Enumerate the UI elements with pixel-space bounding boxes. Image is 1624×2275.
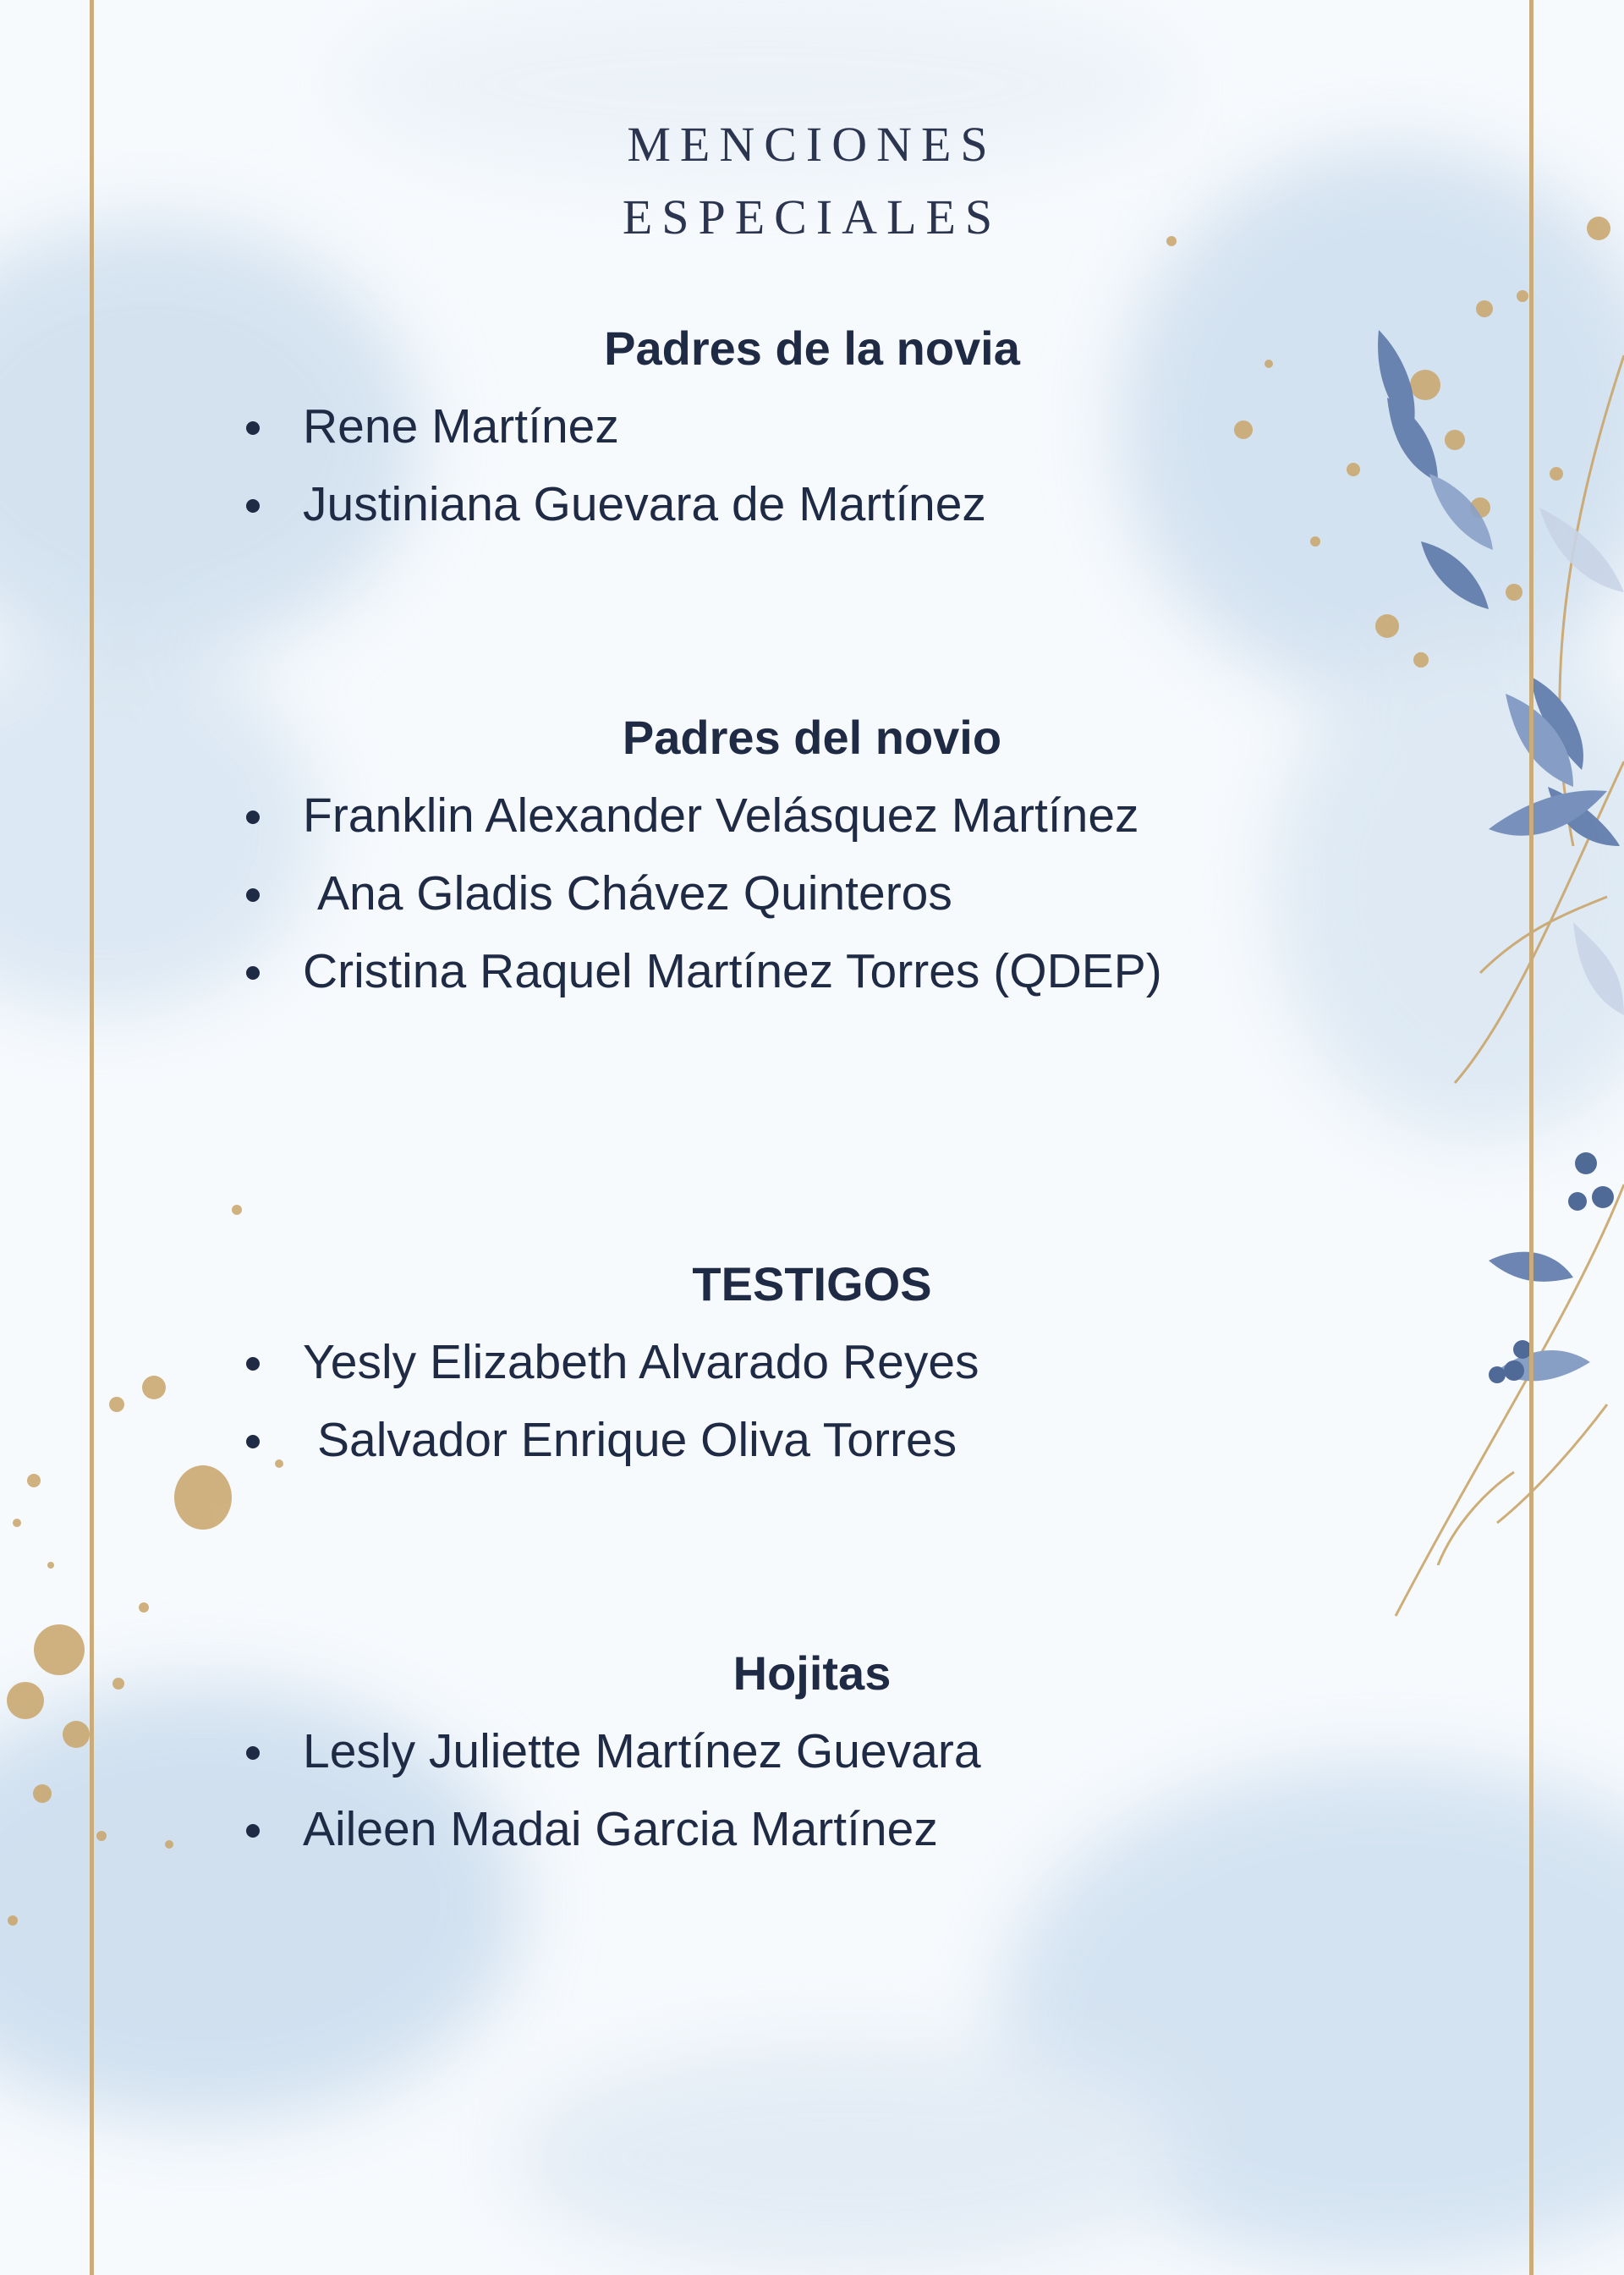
- name-list: [0, 387, 1624, 543]
- name-list: [0, 1712, 1624, 1868]
- list-item: Justiniana Guevara de Martínez: [0, 465, 1624, 543]
- list-item: Franklin Alexander Velásquez Martínez: [0, 777, 1624, 854]
- list-item: Ana Gladis Chávez Quinteros: [0, 854, 1624, 932]
- list-item: Lesly Juliette Martínez Guevara: [0, 1712, 1624, 1790]
- section-heading: TESTIGOS: [692, 1257, 932, 1311]
- section-heading: Hojitas: [732, 1646, 892, 1700]
- list-item: Salvador Enrique Oliva Torres: [0, 1401, 1624, 1479]
- section-testigos: [0, 1245, 1624, 1479]
- list-item: Cristina Raquel Martínez Torres (QDEP): [0, 932, 1624, 1010]
- list-item: Aileen Madai Garcia Martínez: [0, 1790, 1624, 1868]
- page-title: [0, 108, 1624, 254]
- section-padres-del-novio: [0, 699, 1624, 1010]
- title-line-1: MENCIONES: [627, 117, 997, 172]
- list-item: Yesly Elizabeth Alvarado Reyes: [0, 1323, 1624, 1401]
- title-line-2: ESPECIALES: [622, 190, 1002, 245]
- section-heading: Padres de la novia: [604, 321, 1020, 375]
- section-heading: Padres del novio: [622, 711, 1002, 764]
- section-hojitas: [0, 1635, 1624, 1868]
- list-item: Rene Martínez: [0, 387, 1624, 465]
- name-list: [0, 1323, 1624, 1479]
- name-list: [0, 777, 1624, 1010]
- section-padres-de-la-novia: [0, 310, 1624, 543]
